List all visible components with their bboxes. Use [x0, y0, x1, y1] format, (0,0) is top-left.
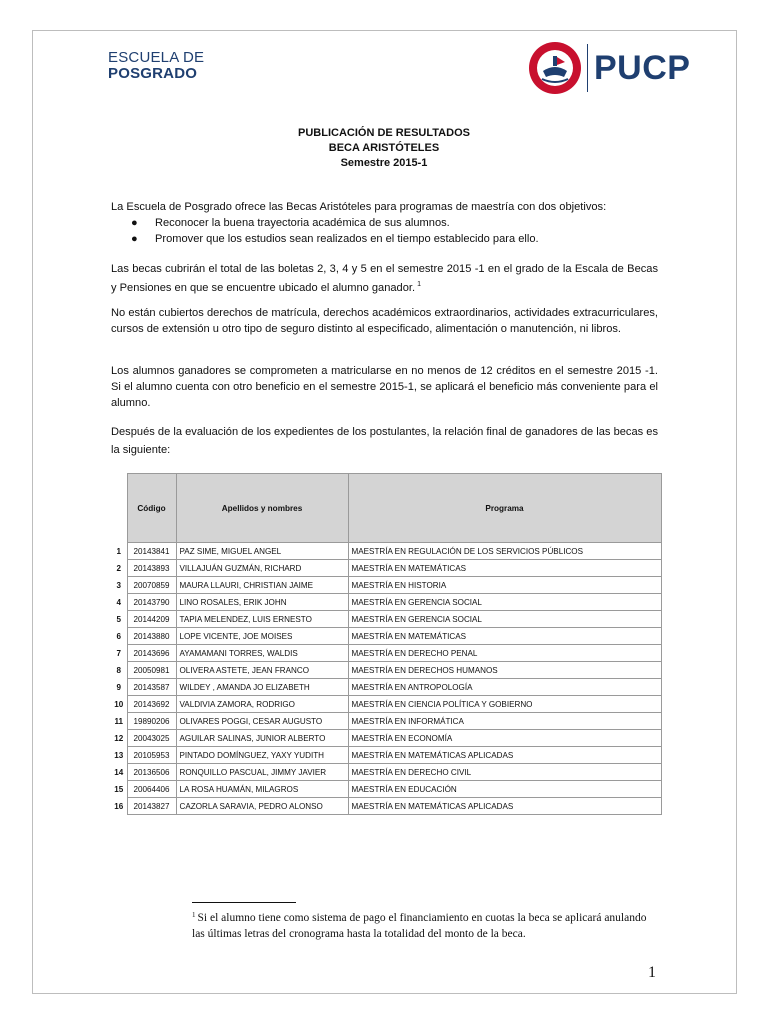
coverage-paragraph — [111, 261, 658, 296]
footnote-number: 1 — [192, 911, 196, 919]
table-row — [111, 628, 661, 645]
list-item-text: Reconocer la buena trayectoria académica de sus alumnos. — [155, 217, 450, 229]
program-name: MAESTRÍA EN ANTROPOLOGÍA — [348, 679, 661, 696]
student-code: 20143696 — [127, 645, 176, 662]
program-name: MAESTRÍA EN REGULACIÓN DE LOS SERVICIOS PÚBLICOS — [348, 543, 661, 560]
table-row — [111, 594, 661, 611]
row-number: 12 — [114, 733, 124, 743]
title-line-3: Semestre 2015-1 — [340, 157, 428, 169]
student-name: PINTADO DOMÍNGUEZ, YAXY YUDITH — [176, 747, 348, 764]
student-name: TAPIA MELENDEZ, LUIS ERNESTO — [176, 611, 348, 628]
program-name: MAESTRÍA EN MATEMÁTICAS APLICADAS — [348, 747, 661, 764]
student-code: 20143587 — [127, 679, 176, 696]
student-name: AYAMAMANI TORRES, WALDIS — [176, 645, 348, 662]
program-name: MAESTRÍA EN DERECHO PENAL — [348, 645, 661, 662]
logo-line-1: ESCUELA DE — [108, 49, 205, 66]
table-row — [111, 781, 661, 798]
header-program: Programa — [348, 474, 661, 543]
student-code: 20064406 — [127, 781, 176, 798]
row-number: 3 — [116, 580, 121, 590]
table-row — [111, 747, 661, 764]
program-name: MAESTRÍA EN MATEMÁTICAS APLICADAS — [348, 798, 661, 815]
program-name: MAESTRÍA EN INFORMÁTICA — [348, 713, 661, 730]
results-table — [111, 473, 662, 815]
student-code: 20144209 — [127, 611, 176, 628]
footnote-separator — [192, 902, 296, 903]
student-name: OLIVARES POGGI, CESAR AUGUSTO — [176, 713, 348, 730]
table-row — [111, 696, 661, 713]
row-number: 15 — [114, 784, 124, 794]
program-name: MAESTRÍA EN ECONOMÍA — [348, 730, 661, 747]
intro-paragraph: La Escuela de Posgrado ofrece las Becas Aristóteles para programas de maestría con dos objetivos: — [111, 201, 607, 213]
program-name: MAESTRÍA EN DERECHOS HUMANOS — [348, 662, 661, 679]
coverage-text: Las becas cubrirán el total de las boletas 2, 3, 4 y 5 en el semestre 2015 -1 en el grado de la Escala de Becas y Pensiones en que se encuentre ubicado el alumno ganador. — [111, 263, 658, 294]
row-number: 5 — [116, 614, 121, 624]
program-name: MAESTRÍA EN DERECHO CIVIL — [348, 764, 661, 781]
student-name: LINO ROSALES, ERIK JOHN — [176, 594, 348, 611]
student-code: 20070859 — [127, 577, 176, 594]
results-table-body — [111, 543, 661, 815]
document-title — [0, 126, 768, 171]
student-code: 20143880 — [127, 628, 176, 645]
row-number: 10 — [114, 699, 124, 709]
student-code: 20143790 — [127, 594, 176, 611]
title-line-1: PUBLICACIÓN DE RESULTADOS — [298, 127, 470, 139]
student-code: 20043025 — [127, 730, 176, 747]
table-row — [111, 713, 661, 730]
bullet-icon: ● — [131, 233, 138, 245]
student-name: CAZORLA SARAVIA, PEDRO ALONSO — [176, 798, 348, 815]
row-number: 16 — [114, 801, 124, 811]
row-number: 8 — [116, 665, 121, 675]
table-row — [111, 611, 661, 628]
student-code: 20105953 — [127, 747, 176, 764]
student-name: VILLAJUÁN GUZMÁN, RICHARD — [176, 560, 348, 577]
row-number: 13 — [114, 750, 124, 760]
list-item — [111, 215, 658, 231]
table-row — [111, 764, 661, 781]
commitment-paragraph — [111, 363, 658, 411]
student-code: 20143827 — [127, 798, 176, 815]
student-name: MAURA LLAURI, CHRISTIAN JAIME — [176, 577, 348, 594]
exclusions-text: No están cubiertos derechos de matrícula, derechos académicos extraordinarios, actividades extracurriculares, cursos de extensión u otro tipo de seguro distinto al especificado, alimentación o manutención, ni libros. — [111, 307, 658, 335]
logo-line-2: POSGRADO — [108, 65, 198, 82]
program-name: MAESTRÍA EN GERENCIA SOCIAL — [348, 611, 661, 628]
results-intro-paragraph — [111, 423, 658, 459]
program-name: MAESTRÍA EN CIENCIA POLÍTICA Y GOBIERNO — [348, 696, 661, 713]
list-item-text: Promover que los estudios sean realizados en el tiempo establecido para ello. — [155, 233, 539, 245]
program-name: MAESTRÍA EN EDUCACIÓN — [348, 781, 661, 798]
student-code: 20050981 — [127, 662, 176, 679]
results-intro-text: Después de la evaluación de los expedientes de los postulantes, la relación final de ganadores de las becas es la siguiente: — [111, 426, 658, 456]
table-row — [111, 730, 661, 747]
title-line-2: BECA ARISTÓTELES — [328, 142, 440, 154]
row-number: 11 — [114, 716, 124, 726]
student-name: LOPE VICENTE, JOE MOISES — [176, 628, 348, 645]
table-row — [111, 679, 661, 696]
student-code: 20143841 — [127, 543, 176, 560]
student-name: VALDIVIA ZAMORA, RODRIGO — [176, 696, 348, 713]
student-code: 20143692 — [127, 696, 176, 713]
program-name: MAESTRÍA EN MATEMÁTICAS — [348, 560, 661, 577]
student-name: LA ROSA HUAMÁN, MILAGROS — [176, 781, 348, 798]
program-name: MAESTRÍA EN MATEMÁTICAS — [348, 628, 661, 645]
row-number: 1 — [116, 546, 121, 556]
student-name: AGUILAR SALINAS, JUNIOR ALBERTO — [176, 730, 348, 747]
commitment-text: Los alumnos ganadores se comprometen a matricularse en no menos de 12 créditos en el semestre 2015 -1. Si el alumno cuenta con otro beneficio en el semestre 2015-1, se aplicará el beneficio más conveniente para el alumno. — [111, 365, 658, 409]
student-name: RONQUILLO PASCUAL, JIMMY JAVIER — [176, 764, 348, 781]
header-name: Apellidos y nombres — [176, 474, 348, 543]
pucp-wordmark: PUCP — [594, 49, 691, 87]
row-number: 14 — [114, 767, 124, 777]
table-row — [111, 577, 661, 594]
objectives-list — [111, 215, 658, 247]
table-row — [111, 662, 661, 679]
bullet-icon: ● — [131, 217, 138, 229]
table-header-row — [111, 474, 661, 543]
row-number: 7 — [116, 648, 121, 658]
intro-section — [111, 199, 658, 247]
logo-divider — [587, 44, 588, 92]
row-number: 2 — [116, 563, 121, 573]
student-name: OLIVERA ASTETE, JEAN FRANCO — [176, 662, 348, 679]
footnote-ref: 1 — [417, 281, 421, 288]
header-code: Código — [127, 474, 176, 543]
student-code: 20143893 — [127, 560, 176, 577]
student-name: PAZ SIME, MIGUEL ANGEL — [176, 543, 348, 560]
footnote — [192, 907, 662, 942]
student-name: WILDEY , AMANDA JO ELIZABETH — [176, 679, 348, 696]
table-row — [111, 645, 661, 662]
pucp-seal-icon — [528, 41, 582, 95]
table-row — [111, 798, 661, 815]
footnote-text: Si el alumno tiene como sistema de pago el financiamiento en cuotas la beca se aplicará anulando las últimas letras del cronograma hasta la totalidad del monto de la beca. — [192, 912, 647, 940]
student-code: 20136506 — [127, 764, 176, 781]
row-number: 6 — [116, 631, 121, 641]
student-code: 19890206 — [127, 713, 176, 730]
table-row — [111, 543, 661, 560]
escuela-posgrado-logo — [108, 50, 204, 82]
row-number: 9 — [116, 682, 121, 692]
exclusions-paragraph — [111, 305, 658, 337]
table-row — [111, 560, 661, 577]
list-item — [111, 231, 658, 247]
program-name: MAESTRÍA EN GERENCIA SOCIAL — [348, 594, 661, 611]
program-name: MAESTRÍA EN HISTORIA — [348, 577, 661, 594]
row-number: 4 — [116, 597, 121, 607]
page-number: 1 — [648, 964, 656, 981]
header-index-cell — [111, 474, 127, 543]
pucp-logo — [528, 40, 690, 96]
